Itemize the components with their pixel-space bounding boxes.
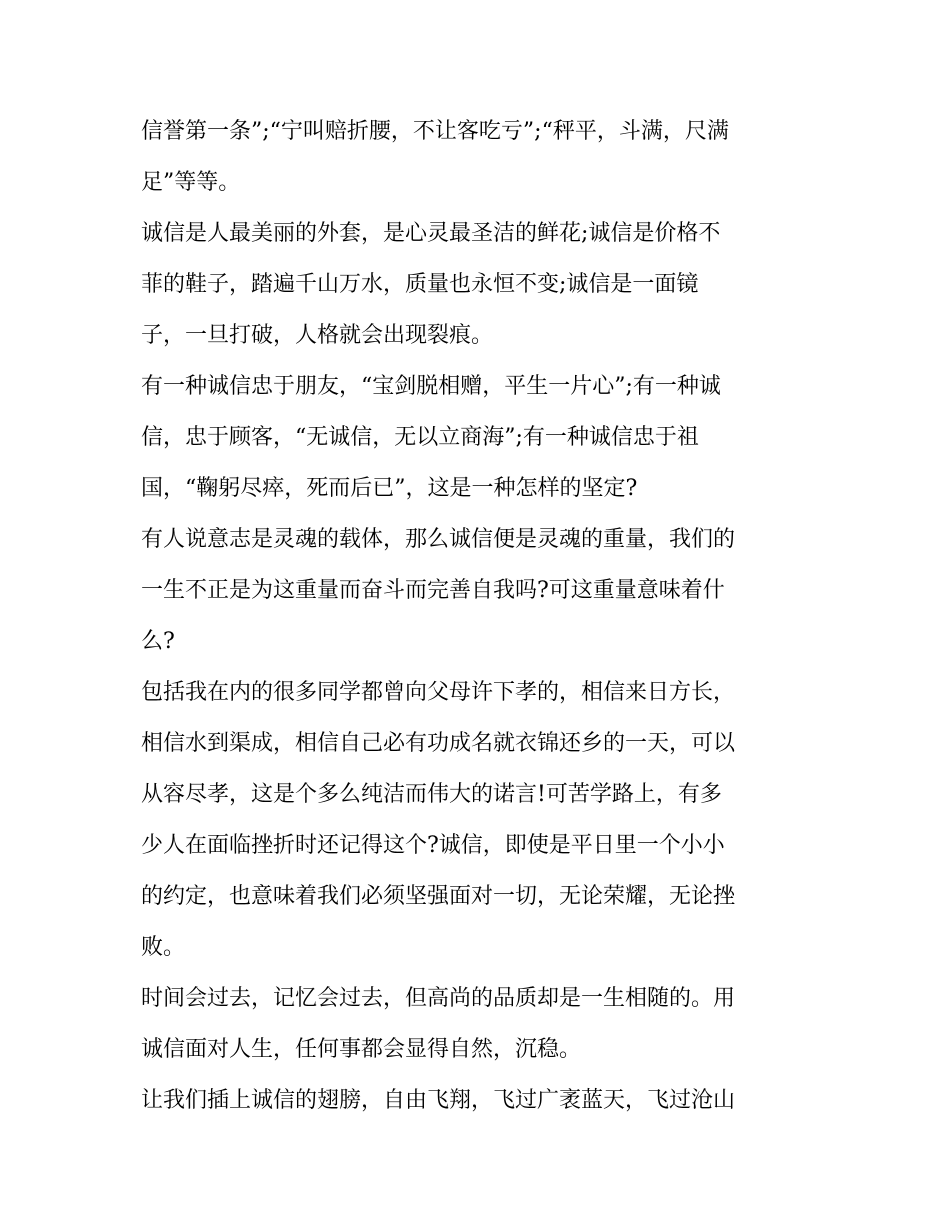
text-line: 有人说意志是灵魂的载体，那么诚信便是灵魂的重量，我们的: [141, 527, 736, 552]
text-line: 从容尽孝，这是个多么纯洁而伟大的诺言!可苦学路上，有多: [141, 782, 722, 807]
text-line: 诚信是人最美丽的外套，是心灵最圣洁的鲜花;诚信是价格不: [141, 221, 721, 246]
text-line: 有一种诚信忠于朋友，“宝剑脱相赠，平生一片心”;有一种诚: [141, 374, 721, 399]
text-line: 信誉第一条”;“宁叫赔折腰，不让客吃亏”;“秤平，斗满，尺满: [141, 119, 729, 144]
text-line: 败。: [141, 935, 186, 960]
body-text: [141, 106, 821, 1126]
text-line: 相信水到渠成，相信自己必有功成名就衣锦还乡的一天，可以: [141, 731, 736, 756]
text-line: 包括我在内的很多同学都曾向父母许下孝的，相信来日方长，: [141, 680, 736, 705]
text-line: 的约定，也意味着我们必须坚强面对一切，无论荣耀，无论挫: [141, 884, 736, 909]
text-line: 诚信面对人生，任何事都会显得自然，沉稳。: [141, 1037, 582, 1062]
text-line: 一生不正是为这重量而奋斗而完善自我吗?可这重量意味着什: [141, 578, 725, 603]
text-line: 子，一旦打破，人格就会出现裂痕。: [141, 323, 494, 348]
text-line: 足”等等。: [141, 170, 241, 195]
text-line: 时间会过去，记忆会过去，但高尚的品质却是一生相随的。用: [141, 986, 736, 1011]
text-line: 么?: [141, 629, 175, 654]
text-line: 少人在面临挫折时还记得这个?诚信，即使是平日里一个小小: [141, 833, 725, 858]
text-line: 菲的鞋子，踏遍千山万水，质量也永恒不变;诚信是一面镜: [141, 272, 699, 297]
text-line: 让我们插上诚信的翅膀，自由飞翔，飞过广袤蓝天，飞过沧山: [141, 1088, 736, 1113]
text-line: 信，忠于顾客，“无诚信，无以立商海”;有一种诚信忠于祖: [141, 425, 699, 450]
text-line: 国，“鞠躬尽瘁，死而后已”，这是一种怎样的坚定?: [141, 476, 638, 501]
